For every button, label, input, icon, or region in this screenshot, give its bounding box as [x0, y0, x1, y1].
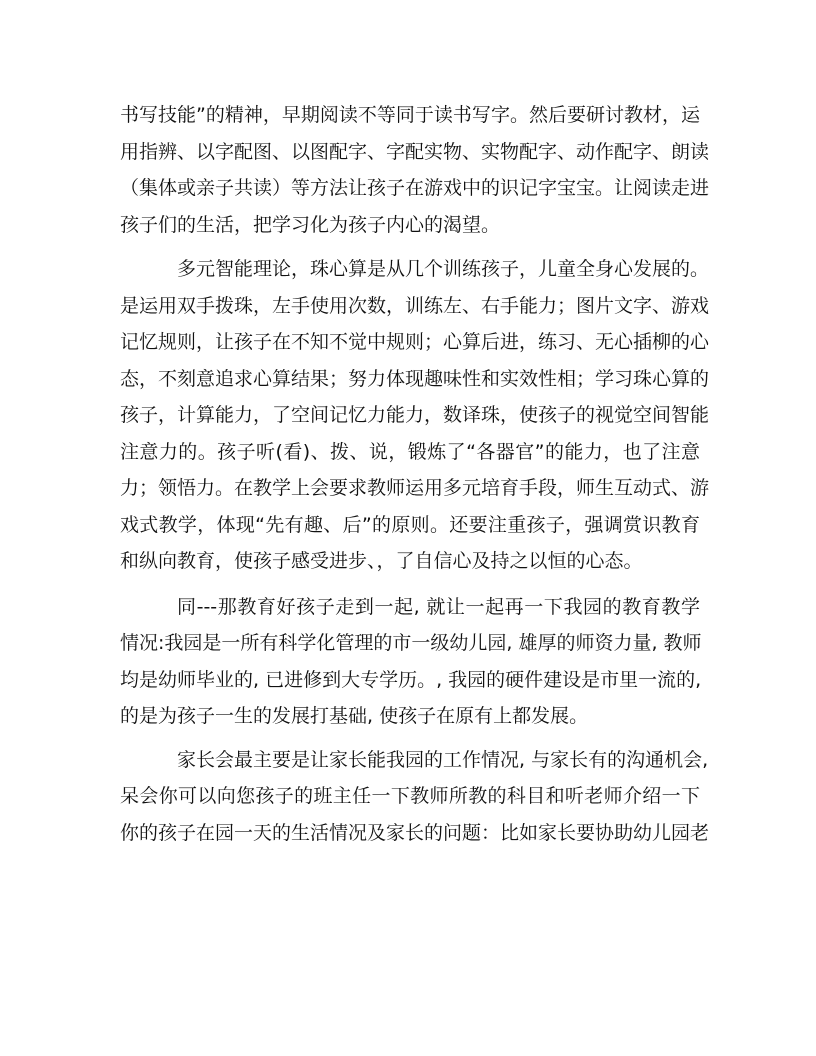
paragraph-line: 书写技能”的精神，早期阅读不等同于读书写字。然后要研讨教材，运 [120, 104, 700, 126]
paragraph-1 [120, 97, 710, 243]
document-body [120, 97, 710, 851]
paragraph-line: 多元智能理论，珠心算是从几个训练孩子，儿童全身心发展的。 [177, 258, 710, 280]
paragraph-line: 同---那教育好孩子走到一起, 就让一起再一下我园的教育教学 [177, 595, 700, 618]
paragraph-line: 和纵向教育，使孩子感受进步、，了自信心及持之以恒的心态。 [120, 550, 643, 572]
paragraph-line: 戏式教学，体现“先有趣、后”的原则。还要注重孩子，强调赏识教育 [120, 513, 700, 536]
paragraph-line: 家长会最主要是让家长能我园的工作情况, 与家长有的沟通机会, [177, 748, 709, 771]
paragraph-line: 你的孩子在园一天的生活情况及家长的问题：比如家长要协助幼儿园老 [120, 821, 710, 844]
paragraph-line: （集体或亲子共读）等方法让孩子在游戏中的识记字宝宝。让阅读走进 [120, 177, 710, 199]
paragraph-line: 力；领悟力。在教学上会要求教师运用多元培育手段，师生互动式、游 [120, 477, 710, 499]
paragraph-line: 均是幼师毕业的, 已进修到大专学历。, 我园的硬件建设是市里一流的, [120, 668, 702, 691]
paragraph-3 [120, 589, 700, 735]
paragraph-line: 情况:我园是一所有科学化管理的市一级幼儿园, 雄厚的师资力量, 教师 [120, 632, 702, 654]
paragraph-line: 呆会你可以向您孩子的班主任一下教师所教的科目和听老师介绍一下 [120, 785, 700, 807]
paragraph-line: 是运用双手拨珠，左手使用次数，训练左、右手能力；图片文字、游戏 [120, 294, 710, 317]
paragraph-line: 用指辨、以字配图、以图配字、字配实物、实物配字、动作配字、朗读 [120, 140, 710, 163]
paragraph-line: 记忆规则，让孩子在不知不觉中规则；心算后进，练习、无心插柳的心 [120, 331, 710, 353]
paragraph-2 [120, 251, 710, 580]
paragraph-4 [120, 742, 710, 852]
paragraph-line: 孩子们的生活，把学习化为孩子内心的渴望。 [120, 213, 501, 236]
paragraph-line: 注意力的。孩子听(看)、拨、说，锻炼了“各器官”的能力，也了注意 [120, 440, 700, 463]
paragraph-line: 的是为孩子一生的发展打基础, 使孩子在原有上都发展。 [120, 705, 589, 727]
paragraph-line: 孩子，计算能力，了空间记忆力能力，数译珠，使孩子的视觉空间智能 [120, 404, 710, 426]
paragraph-line: 态，不刻意追求心算结果；努力体现趣味性和实效性相；学习珠心算的 [120, 367, 710, 390]
